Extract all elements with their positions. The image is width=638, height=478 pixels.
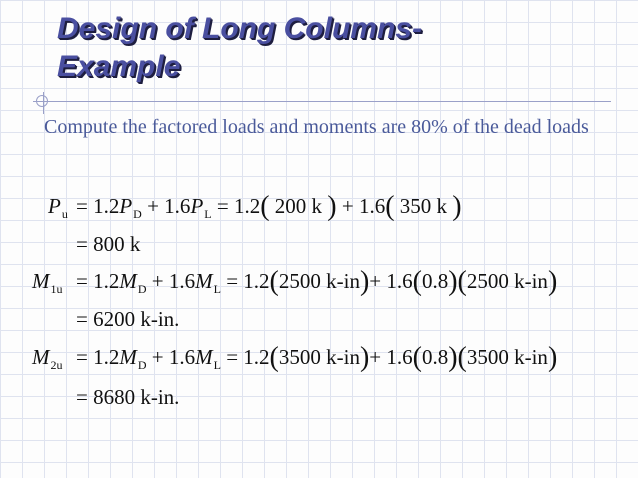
intro-text: Compute the factored loads and moments are 80% of the dead loads [44,116,589,138]
equation-m2u-rhs: = $1.2M_D + 1.6M_L = 1.2(3500$ k-in)+ 1.6(0.8)(3500 k-in) [76,342,558,373]
title-divider [33,101,611,102]
title-line-1: Design of Long Columns- [57,12,422,45]
divider-circle-ornament [36,95,48,107]
equation-m1u-lhs: $M_{1u}$ [32,269,63,296]
title-line-2: Example [57,50,181,83]
slide-title [57,10,617,86]
equation-m1u-rhs: = $1.2M_D + 1.6M_L = 1.2(2500$ k-in)+ 1.6(0.8)(2500 k-in) [76,266,558,297]
equation-pu-rhs: = $1.2P_D + 1.6P_L = 1.2$( 200 k ) + 1.6( 350 k ) [76,191,462,222]
equation-m2u-lhs: $M_{2u}$ [32,345,63,372]
equation-pu-lhs: $P_u$ [48,194,68,221]
